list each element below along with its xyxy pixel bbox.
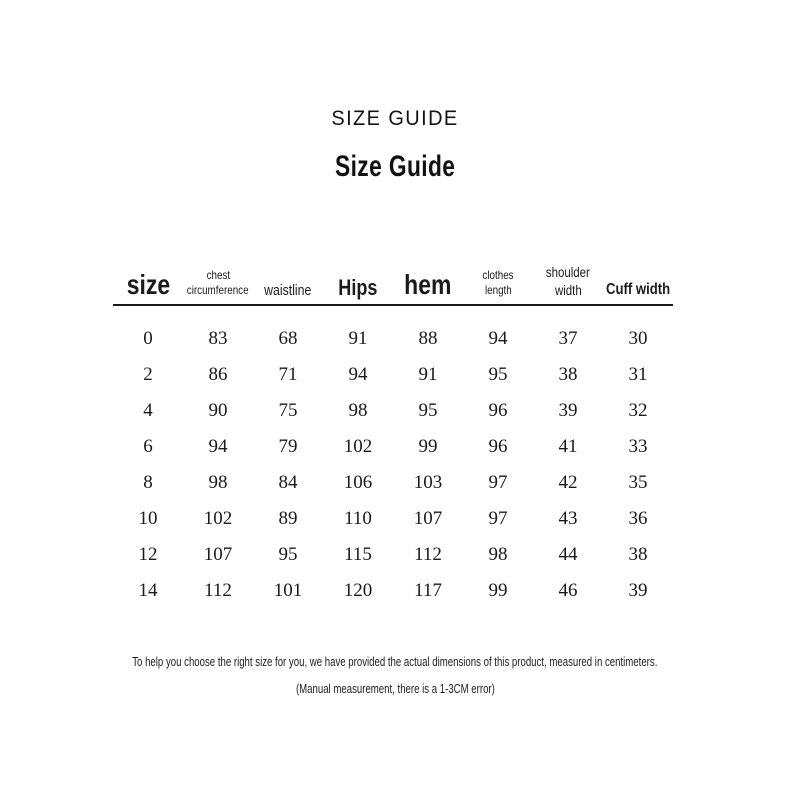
table-cell-shoulder-width: 38: [558, 364, 578, 385]
table-cell-size: 2: [143, 364, 153, 385]
table-cell-waistline: 84: [278, 472, 298, 493]
page-title: [0, 151, 790, 183]
table-row-size-10: [113, 501, 673, 537]
table-row-size-4: [113, 393, 673, 429]
table-cell-clothes-length: 94: [488, 328, 508, 349]
table-row-size-14: [113, 573, 673, 609]
table-cell-chest-circumference: 98: [208, 472, 228, 493]
table-cell-size: 14: [138, 580, 158, 601]
table-cell-cuff-width: 33: [628, 436, 648, 457]
table-cell-hips: 106: [343, 472, 373, 493]
table-cell-hips: 115: [344, 544, 372, 565]
size-table-header-row: [113, 253, 673, 306]
table-cell-chest-circumference: 86: [208, 364, 228, 385]
table-row-size-12: [113, 537, 673, 573]
table-cell-cuff-width: 30: [628, 328, 648, 349]
column-header-chest-circumference-line: circumference: [187, 283, 249, 298]
table-cell-hem: 95: [418, 400, 438, 421]
table-cell-hips: 102: [343, 436, 373, 457]
page-title-text: Size Guide: [334, 150, 456, 183]
table-cell-size: 4: [143, 400, 153, 421]
page-title-caps: [0, 107, 790, 131]
size-table-body: [113, 306, 673, 609]
table-cell-cuff-width: 39: [628, 580, 648, 601]
table-cell-hem: 107: [413, 508, 443, 529]
column-header-cuff-width: [603, 253, 673, 304]
table-row-size-6: [113, 429, 673, 465]
table-cell-size: 12: [138, 544, 158, 565]
measurement-note-text: To help you choose the right size for you, we have provided the actual dimensions of this product, measured in centimeters.: [132, 654, 658, 669]
table-cell-hem: 99: [418, 436, 438, 457]
table-cell-shoulder-width: 44: [558, 544, 578, 565]
table-cell-cuff-width: 32: [628, 400, 648, 421]
column-header-shoulder-width: [533, 253, 603, 304]
page-title-caps-text: SIZE GUIDE: [331, 107, 459, 130]
table-cell-cuff-width: 36: [628, 508, 648, 529]
column-header-size: [113, 253, 183, 304]
column-header-clothes-length-line: clothes: [482, 267, 514, 282]
table-cell-waistline: 79: [278, 436, 298, 457]
table-cell-waistline: 71: [278, 364, 298, 385]
column-header-cuff-width-line: Cuff width: [605, 281, 671, 299]
table-cell-chest-circumference: 102: [203, 508, 233, 529]
table-cell-size: 6: [143, 436, 153, 457]
table-cell-clothes-length: 95: [488, 364, 508, 385]
table-cell-chest-circumference: 94: [208, 436, 228, 457]
table-cell-chest-circumference: 112: [204, 580, 232, 601]
table-cell-clothes-length: 97: [488, 472, 508, 493]
measurement-note: [0, 654, 790, 670]
table-cell-clothes-length: 97: [488, 508, 508, 529]
table-cell-clothes-length: 96: [488, 436, 508, 457]
table-cell-size: 0: [143, 328, 153, 349]
table-cell-chest-circumference: 90: [208, 400, 228, 421]
table-cell-hem: 88: [418, 328, 438, 349]
column-header-chest-circumference-line: chest: [206, 267, 230, 282]
table-cell-chest-circumference: 83: [208, 328, 228, 349]
column-header-hem-line: hem: [404, 269, 452, 301]
table-row-size-2: [113, 357, 673, 393]
table-cell-chest-circumference: 107: [203, 544, 233, 565]
table-cell-hem: 103: [413, 472, 443, 493]
column-header-waistline: [253, 253, 323, 304]
table-cell-hips: 120: [343, 580, 373, 601]
measurement-error-note: [0, 681, 790, 697]
table-cell-hem: 117: [414, 580, 442, 601]
table-cell-hips: 91: [348, 328, 368, 349]
column-header-size-line: size: [126, 269, 170, 301]
table-cell-waistline: 75: [278, 400, 298, 421]
table-cell-hips: 110: [344, 508, 372, 529]
table-cell-hips: 98: [348, 400, 368, 421]
table-cell-cuff-width: 38: [628, 544, 648, 565]
table-cell-shoulder-width: 46: [558, 580, 578, 601]
table-cell-waistline: 89: [278, 508, 298, 529]
column-header-shoulder-width-line: width: [554, 281, 582, 298]
column-header-shoulder-width-line: shoulder: [545, 263, 591, 280]
table-cell-waistline: 68: [278, 328, 298, 349]
table-cell-hips: 94: [348, 364, 368, 385]
table-cell-cuff-width: 35: [628, 472, 648, 493]
column-header-hips-line: Hips: [338, 275, 378, 300]
table-cell-shoulder-width: 43: [558, 508, 578, 529]
table-cell-size: 8: [143, 472, 153, 493]
table-cell-shoulder-width: 41: [558, 436, 578, 457]
column-header-clothes-length: [463, 253, 533, 304]
table-cell-hem: 112: [414, 544, 442, 565]
column-header-waistline-line: waistline: [264, 281, 312, 299]
measurement-error-note-text: (Manual measurement, there is a 1-3CM error): [295, 681, 495, 696]
table-cell-cuff-width: 31: [628, 364, 648, 385]
table-cell-clothes-length: 99: [488, 580, 508, 601]
table-row-size-0: [113, 321, 673, 357]
table-cell-size: 10: [138, 508, 158, 529]
size-table: [113, 253, 673, 609]
column-header-chest-circumference: [183, 253, 253, 304]
column-header-clothes-length-line: length: [484, 283, 512, 298]
table-cell-waistline: 95: [278, 544, 298, 565]
table-row-size-8: [113, 465, 673, 501]
column-header-hips: [323, 253, 393, 304]
table-cell-shoulder-width: 42: [558, 472, 578, 493]
table-cell-shoulder-width: 37: [558, 328, 578, 349]
table-cell-clothes-length: 96: [488, 400, 508, 421]
table-cell-waistline: 101: [273, 580, 303, 601]
table-cell-clothes-length: 98: [488, 544, 508, 565]
table-cell-shoulder-width: 39: [558, 400, 578, 421]
table-cell-hem: 91: [418, 364, 438, 385]
column-header-hem: [393, 253, 463, 304]
